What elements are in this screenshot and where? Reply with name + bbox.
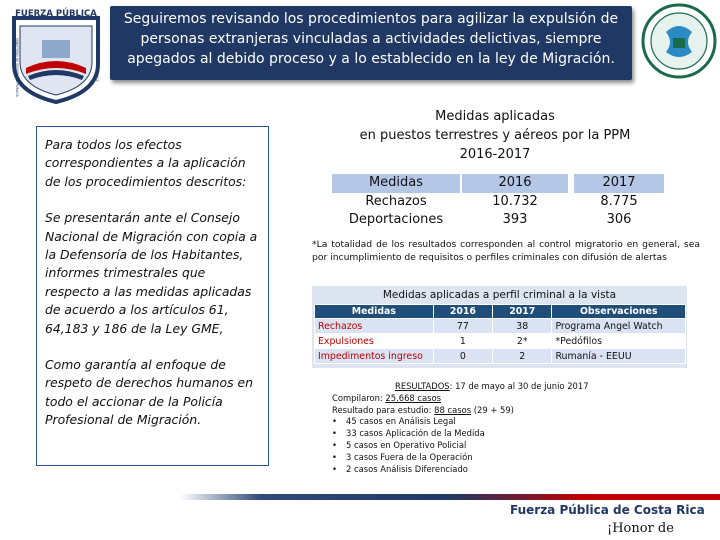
logo-left-side-text: MINISTERIO DE SEGURIDAD PÚBLICA	[15, 38, 19, 97]
measures-title-line3: 2016-2017	[459, 147, 531, 162]
measures-title-line2: en puestos terrestres y aéreos por la PPM	[359, 128, 631, 143]
list-item: • 5 casos en Operativo Policial	[332, 440, 632, 452]
criminal-cell: 1	[433, 334, 492, 349]
procedures-intro: Para todos los efectos correspondientes a la aplicación de los procedimientos descritos:	[45, 137, 247, 189]
list-item: • 33 casos Aplicación de la Medida	[332, 428, 632, 440]
results-summary	[332, 381, 632, 475]
criminal-cell: 0	[433, 349, 492, 364]
measures-col-2017	[570, 174, 664, 230]
results-label: RESULTADOS	[395, 381, 450, 391]
migracion-seal-logo	[640, 2, 718, 80]
criminal-header-medidas: Medidas	[315, 305, 434, 319]
measures-header-2016: 2016	[462, 174, 568, 193]
criminal-cell: 2*	[493, 334, 552, 349]
criminal-cell: 38	[493, 319, 552, 334]
criminal-profile-table	[312, 286, 687, 368]
results-list	[332, 416, 632, 475]
criminal-table-header-row	[315, 305, 686, 319]
results-period: : 17 de mayo al 30 de junio 2017	[449, 381, 589, 391]
criminal-header-2017: 2017	[493, 305, 552, 319]
measures-cell: 393	[462, 211, 568, 230]
measures-title-line1: Medidas aplicadas	[435, 109, 555, 124]
criminal-cell: 2	[493, 349, 552, 364]
procedures-reports: Se presentarán ante el Consejo Nacional de Migración con copia a la Defensoría de los Habitantes, informes trimestrales que respecto a las medidas aplicadas de acuerdo a los artículos 61, 64,183 y 186 de la Ley GME,	[45, 210, 258, 336]
measures-title	[330, 107, 660, 164]
criminal-cell: Expulsiones	[315, 334, 434, 349]
measures-col-2016	[460, 174, 568, 230]
criminal-table-title: Medidas aplicadas a perfil criminal a la vista	[382, 289, 617, 301]
table-row	[315, 334, 686, 349]
results-study-detail: (29 + 59)	[471, 404, 514, 415]
criminal-cell: Rumanía - EEUU	[552, 349, 686, 364]
results-compiled-value: 25.668 casos	[385, 392, 441, 403]
results-compiled	[332, 393, 632, 405]
list-item: • 2 casos Análisis Diferenciado	[332, 464, 632, 476]
measures-cell: 306	[574, 211, 664, 230]
results-study-value: 88 casos	[434, 404, 472, 415]
results-study-label: Resultado para estudio:	[332, 404, 435, 415]
procedures-guarantee: Como garantía al enfoque de respeto de derechos humanos en todo el accionar de la Policía Profesional de Migración.	[45, 357, 253, 428]
criminal-cell: Programa Angel Watch	[552, 319, 686, 334]
header-text: Seguiremos revisando los procedimientos para agilizar la expulsión de personas extranjeras vinculadas a actividades delictivas, siempre apegados al debido proceso y a lo establecido en la ley de Migración.	[123, 11, 619, 67]
procedures-textbox	[36, 126, 269, 466]
measures-cell: Rechazos	[332, 193, 460, 212]
footer-institution: Fuerza Pública de Costa Rica	[510, 503, 705, 517]
measures-col-medidas	[332, 174, 460, 230]
measures-header-2017: 2017	[574, 174, 664, 193]
list-item: • 3 casos Fuera de la Operación	[332, 452, 632, 464]
results-heading	[332, 381, 632, 393]
table-row	[315, 319, 686, 334]
criminal-cell: Impedimentos ingreso	[315, 349, 434, 364]
criminal-header-observaciones: Observaciones	[552, 305, 686, 319]
fuerza-publica-shield-logo	[6, 4, 106, 104]
logo-left-side-text-right: REPÚBLICA DE COSTA RICA	[95, 38, 99, 82]
footer-divider	[180, 494, 720, 500]
table-row	[315, 349, 686, 364]
footer-motto: ¡Honor de	[607, 521, 674, 536]
measures-header-medidas: Medidas	[332, 174, 460, 193]
criminal-header-2016: 2016	[433, 305, 492, 319]
list-item: • 45 casos en Análisis Legal	[332, 416, 632, 428]
measures-cell: 8.775	[574, 193, 664, 212]
results-study	[332, 405, 632, 417]
criminal-cell: 77	[433, 319, 492, 334]
logo-left-top-text: FUERZA PÚBLICA	[15, 9, 97, 19]
header-banner	[110, 6, 632, 80]
results-compiled-label: Compilaron:	[332, 392, 386, 403]
measures-cell: Deportaciones	[332, 211, 460, 230]
criminal-cell: Rechazos	[315, 319, 434, 334]
measures-note: *La totalidad de los resultados corresponden al control migratorio en general, sea por incumplimiento de requisitos o perfiles criminales con difusión de alertas	[312, 239, 700, 264]
measures-cell: 10.732	[462, 193, 568, 212]
criminal-cell: *Pedófilos	[552, 334, 686, 349]
criminal-table-grid	[314, 304, 686, 364]
